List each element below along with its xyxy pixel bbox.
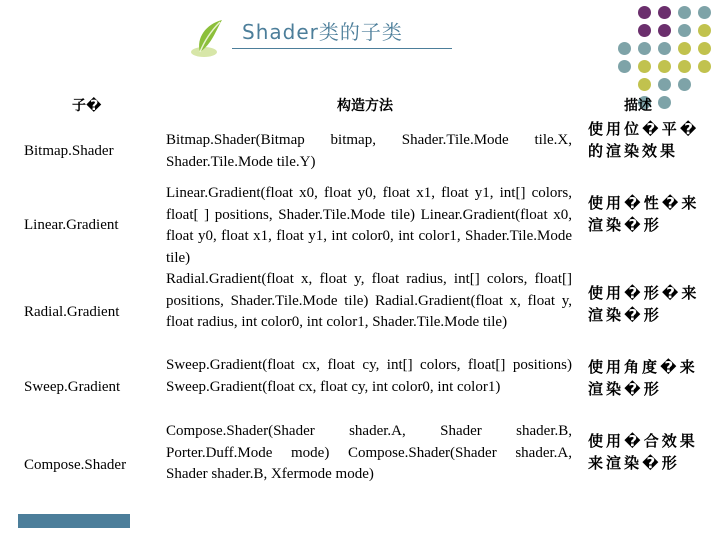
- header-constructor: 构造方法: [337, 98, 393, 114]
- header-description: 描述: [624, 98, 652, 114]
- class-name-compose-shader: Compose.Shader: [24, 457, 127, 473]
- page-title: Shader类的子类: [242, 20, 403, 44]
- constructor-sweep-gradient: Sweep.Gradient(float cx, float cy, int[] colors, float[] positions) Sweep.Gradient(float cx, float cy, int color0, int color1): [166, 357, 572, 395]
- class-name-linear-gradient: Linear.Gradient: [24, 217, 119, 233]
- footer-accent-bar: [18, 514, 130, 528]
- class-name-bitmap-shader: Bitmap.Shader: [24, 143, 114, 159]
- title-underline: [232, 48, 452, 49]
- constructor-bitmap-shader: Bitmap.Shader(Bitmap bitmap, Shader.Tile.Mode tile.X, Shader.Tile.Mode tile.Y): [166, 132, 572, 170]
- decorative-dot-grid: [618, 6, 718, 136]
- class-name-radial-gradient: Radial.Gradient: [24, 304, 120, 320]
- description-bitmap-shader: 使用位�平�的渲染效果: [588, 120, 700, 160]
- constructor-radial-gradient: Radial.Gradient(float x, float y, float radius, int[] colors, float[] positions, Shader.Tile.Mode tile) Radial.Gradient(float x, float y, float radius, int color0, int color1, Shader.Tile.Mode tile): [166, 271, 572, 330]
- constructor-linear-gradient: Linear.Gradient(float x0, float y0, float x1, float y1, int[] colors, float[ ] positions, Shader.Tile.Mode tile) Linear.Gradient(float x0, float y0, float x1, float y1, int color0, int color1, Shader.Tile.Mode tile): [166, 185, 572, 266]
- description-linear-gradient: 使用�性�来渲染�形: [588, 194, 700, 234]
- description-compose-shader: 使用�合效果来渲染�形: [588, 432, 698, 472]
- constructor-compose-shader: Compose.Shader(Shader shader.A, Shader shader.B, Porter.Duff.Mode mode) Compose.Shader(Shader shader.A, Shader shader.B, Xfermode mode): [166, 423, 572, 482]
- description-sweep-gradient: 使用角度�来渲染�形: [588, 358, 698, 398]
- leaf-logo-icon: [190, 16, 230, 60]
- description-radial-gradient: 使用�形�来渲染�形: [588, 284, 700, 324]
- header-subclass: 子�: [72, 98, 102, 114]
- class-name-sweep-gradient: Sweep.Gradient: [24, 379, 121, 395]
